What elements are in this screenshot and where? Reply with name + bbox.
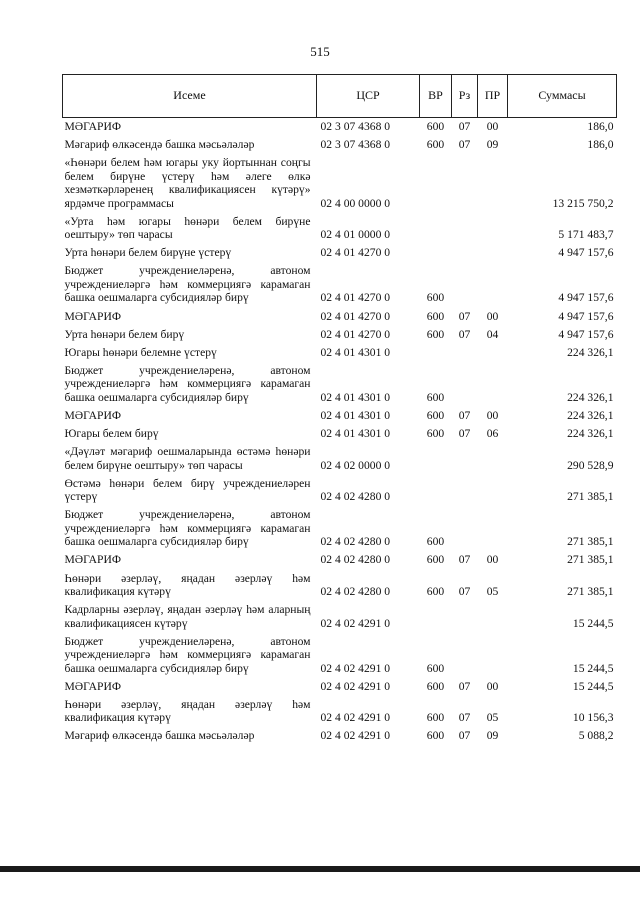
row-rz xyxy=(452,363,478,408)
row-sum: 271 385,1 xyxy=(567,553,614,567)
row-csr: 02 4 01 4301 0 xyxy=(320,345,391,359)
row-pr xyxy=(478,245,508,263)
row-name: Һөнәри әзерләү, яңадан әзерләү һәм квалификация күтәрү xyxy=(64,571,311,598)
budget-table xyxy=(62,74,617,747)
table-row xyxy=(63,476,617,508)
row-sum: 15 244,5 xyxy=(572,616,614,630)
row-vr xyxy=(420,214,452,246)
row-pr: 06 xyxy=(486,427,499,441)
row-rz: 07 xyxy=(458,309,471,323)
row-vr: 600 xyxy=(426,679,445,693)
row-sum: 10 156,3 xyxy=(572,711,614,725)
table-row xyxy=(63,571,617,603)
row-sum: 4 947 157,6 xyxy=(558,246,614,260)
table-row xyxy=(63,263,617,308)
table-row xyxy=(63,363,617,408)
row-vr: 600 xyxy=(426,138,445,152)
row-sum: 4 947 157,6 xyxy=(558,327,614,341)
header-name: Исеме xyxy=(63,75,317,118)
row-sum: 5 171 483,7 xyxy=(558,228,614,242)
row-vr: 600 xyxy=(426,711,445,725)
row-pr: 00 xyxy=(486,309,499,323)
row-pr xyxy=(478,634,508,679)
row-pr xyxy=(478,155,508,214)
row-pr xyxy=(478,363,508,408)
row-pr: 09 xyxy=(486,138,499,152)
table-row xyxy=(63,679,617,697)
row-csr: 02 4 02 4280 0 xyxy=(320,553,391,567)
row-pr: 00 xyxy=(486,553,499,567)
row-vr: 600 xyxy=(426,535,445,549)
row-csr: 02 4 02 4280 0 xyxy=(320,535,391,549)
page-number: 515 xyxy=(310,44,330,59)
row-vr: 600 xyxy=(426,408,445,422)
row-pr: 00 xyxy=(486,408,499,422)
row-csr: 02 4 00 0000 0 xyxy=(320,196,391,210)
row-vr: 600 xyxy=(426,120,445,133)
row-csr: 02 4 02 4280 0 xyxy=(320,490,391,504)
table-row xyxy=(63,697,617,729)
row-name: Югары һөнәри белемне үстерү xyxy=(64,345,217,359)
row-pr xyxy=(478,214,508,246)
row-sum: 224 326,1 xyxy=(567,408,614,422)
row-vr: 600 xyxy=(426,729,445,743)
row-vr: 600 xyxy=(426,427,445,441)
table-row xyxy=(63,214,617,246)
row-sum: 186,0 xyxy=(587,120,614,133)
row-rz xyxy=(452,476,478,508)
row-sum: 5 088,2 xyxy=(578,729,614,743)
header-rz: Рз xyxy=(452,75,478,118)
row-vr xyxy=(420,444,452,476)
row-vr: 600 xyxy=(426,291,445,305)
row-pr: 00 xyxy=(486,679,499,693)
table-row xyxy=(63,444,617,476)
table-row xyxy=(63,118,617,138)
row-name: «Урта һәм югары һөнәри белем бирүне оештыру» төп чарасы xyxy=(64,214,311,242)
row-vr: 600 xyxy=(426,390,445,404)
row-name: Урта һөнәри белем бирүне үстерү xyxy=(64,246,232,260)
row-pr xyxy=(478,444,508,476)
row-vr: 600 xyxy=(426,553,445,567)
table-row xyxy=(63,552,617,570)
table-header-row xyxy=(63,75,617,118)
row-name: Бюджет учреждениеләренә, автоном учреждениеләргә һәм коммерциягә карамаган башка оешмаларга субсидияләр бирү xyxy=(64,363,311,404)
row-vr xyxy=(420,345,452,363)
row-name: МӘГАРИФ xyxy=(64,553,121,567)
row-rz: 07 xyxy=(458,138,471,152)
row-rz: 07 xyxy=(458,408,471,422)
row-vr: 600 xyxy=(426,661,445,675)
header-sum: Суммасы xyxy=(508,75,617,118)
row-csr: 02 4 02 4291 0 xyxy=(320,661,391,675)
row-name: «Дәүләт мәгариф оешмаларында өстәмә һөнәри белем бирүне оештыру» төп чарасы xyxy=(64,445,311,472)
row-vr xyxy=(420,476,452,508)
table-row xyxy=(63,728,617,746)
row-name: Өстәмә һөнәри белем бирү учреждениеләрен үстерү xyxy=(64,476,311,504)
row-pr: 09 xyxy=(486,729,499,743)
row-rz: 07 xyxy=(458,729,471,743)
row-csr: 02 4 02 4291 0 xyxy=(320,711,391,725)
row-sum: 271 385,1 xyxy=(567,535,614,549)
row-csr: 02 4 01 4270 0 xyxy=(320,309,391,323)
row-csr: 02 4 02 4291 0 xyxy=(320,729,391,743)
row-pr xyxy=(478,345,508,363)
row-rz xyxy=(452,634,478,679)
table-row xyxy=(63,602,617,634)
table-row xyxy=(63,426,617,444)
row-sum: 186,0 xyxy=(587,138,614,152)
table-body xyxy=(63,118,617,747)
row-vr xyxy=(420,602,452,634)
row-csr: 02 4 01 4301 0 xyxy=(320,390,391,404)
row-name: Мәгариф өлкәсендә башка мәсьәләләр xyxy=(64,729,255,743)
row-name: Мәгариф өлкәсендә башка мәсьәләләр xyxy=(64,138,255,152)
table-row xyxy=(63,634,617,679)
row-vr xyxy=(420,155,452,214)
table-row xyxy=(63,507,617,552)
row-csr: 02 4 01 4270 0 xyxy=(320,246,391,260)
row-csr: 02 4 01 0000 0 xyxy=(320,228,391,242)
row-csr: 02 4 01 4270 0 xyxy=(320,291,391,305)
row-vr: 600 xyxy=(426,585,445,598)
row-pr: 04 xyxy=(486,327,499,341)
table-row xyxy=(63,327,617,345)
row-sum: 271 385,1 xyxy=(567,585,614,598)
row-pr xyxy=(478,507,508,552)
row-rz xyxy=(452,507,478,552)
row-name: МӘГАРИФ xyxy=(64,309,121,323)
row-sum: 15 244,5 xyxy=(572,661,614,675)
row-rz xyxy=(452,214,478,246)
table-row xyxy=(63,155,617,214)
row-pr xyxy=(478,263,508,308)
row-name: МӘГАРИФ xyxy=(64,408,121,422)
row-name: Һөнәри әзерләү, яңадан әзерләү һәм квалификация күтәрү xyxy=(64,697,311,725)
row-pr xyxy=(478,476,508,508)
table-row xyxy=(63,309,617,327)
row-rz: 07 xyxy=(458,679,471,693)
row-rz: 07 xyxy=(458,327,471,341)
row-rz xyxy=(452,345,478,363)
row-csr: 02 4 01 4301 0 xyxy=(320,427,391,441)
row-name: Югары белем бирү xyxy=(64,427,159,441)
row-rz xyxy=(452,245,478,263)
row-vr: 600 xyxy=(426,309,445,323)
row-pr: 00 xyxy=(486,120,499,133)
row-sum: 290 528,9 xyxy=(567,458,614,472)
row-sum: 224 326,1 xyxy=(567,390,614,404)
row-rz: 07 xyxy=(458,711,471,725)
row-pr: 05 xyxy=(486,711,499,725)
row-name: Бюджет учреждениеләренә, автоном учреждениеләргә һәм коммерциягә карамаган башка оешмаларга субсидияләр бирү xyxy=(64,264,311,305)
scan-bottom-edge xyxy=(0,866,640,872)
row-pr: 05 xyxy=(486,585,499,598)
table-row xyxy=(63,245,617,263)
row-rz: 07 xyxy=(458,553,471,567)
row-rz: 07 xyxy=(458,120,471,133)
row-sum: 224 326,1 xyxy=(567,427,614,441)
header-csr: ЦСР xyxy=(317,75,420,118)
row-rz xyxy=(452,263,478,308)
row-csr: 02 3 07 4368 0 xyxy=(320,120,391,133)
row-csr: 02 4 02 0000 0 xyxy=(320,458,391,472)
row-csr: 02 4 01 4301 0 xyxy=(320,408,391,422)
row-csr: 02 4 02 4291 0 xyxy=(320,616,391,630)
row-rz xyxy=(452,444,478,476)
row-name: МӘГАРИФ xyxy=(64,679,121,693)
row-name: Урта һөнәри белем бирү xyxy=(64,327,185,341)
row-sum: 224 326,1 xyxy=(567,345,614,359)
row-rz xyxy=(452,602,478,634)
row-rz: 07 xyxy=(458,427,471,441)
row-pr xyxy=(478,602,508,634)
table-row xyxy=(63,345,617,363)
row-vr xyxy=(420,245,452,263)
table-row xyxy=(63,408,617,426)
row-csr: 02 4 02 4280 0 xyxy=(320,585,391,598)
row-csr: 02 4 01 4270 0 xyxy=(320,327,391,341)
row-rz: 07 xyxy=(458,585,471,598)
row-sum: 15 244,5 xyxy=(572,679,614,693)
row-name: Бюджет учреждениеләренә, автоном учреждениеләргә һәм коммерциягә карамаган башка оешмаларга субсидияләр бирү xyxy=(64,508,311,549)
header-pr: ПР xyxy=(478,75,508,118)
row-name: МӘГАРИФ xyxy=(64,120,121,133)
header-vr: ВР xyxy=(420,75,452,118)
row-name: «Һөнәри белем һәм югары уку йортыннан соңгы белем бирүне үстерү һәм әлеге өлкә хезмәткәрләренең квалификациясен күтәрү» ярдәмче программасы xyxy=(64,156,311,210)
row-name: Бюджет учреждениеләренә, автоном учреждениеләргә һәм коммерциягә карамаган башка оешмаларга субсидияләр бирү xyxy=(64,634,311,675)
row-sum: 4 947 157,6 xyxy=(558,309,614,323)
table-row xyxy=(63,137,617,155)
row-sum: 271 385,1 xyxy=(567,490,614,504)
row-sum: 4 947 157,6 xyxy=(558,291,614,305)
row-name: Кадрларны әзерләү, яңадан әзерләү һәм аларның квалификациясен күтәрү xyxy=(64,603,311,630)
row-csr: 02 4 02 4291 0 xyxy=(320,679,391,693)
row-csr: 02 3 07 4368 0 xyxy=(320,138,391,152)
row-sum: 13 215 750,2 xyxy=(552,196,614,210)
row-vr: 600 xyxy=(426,327,445,341)
row-rz xyxy=(452,155,478,214)
